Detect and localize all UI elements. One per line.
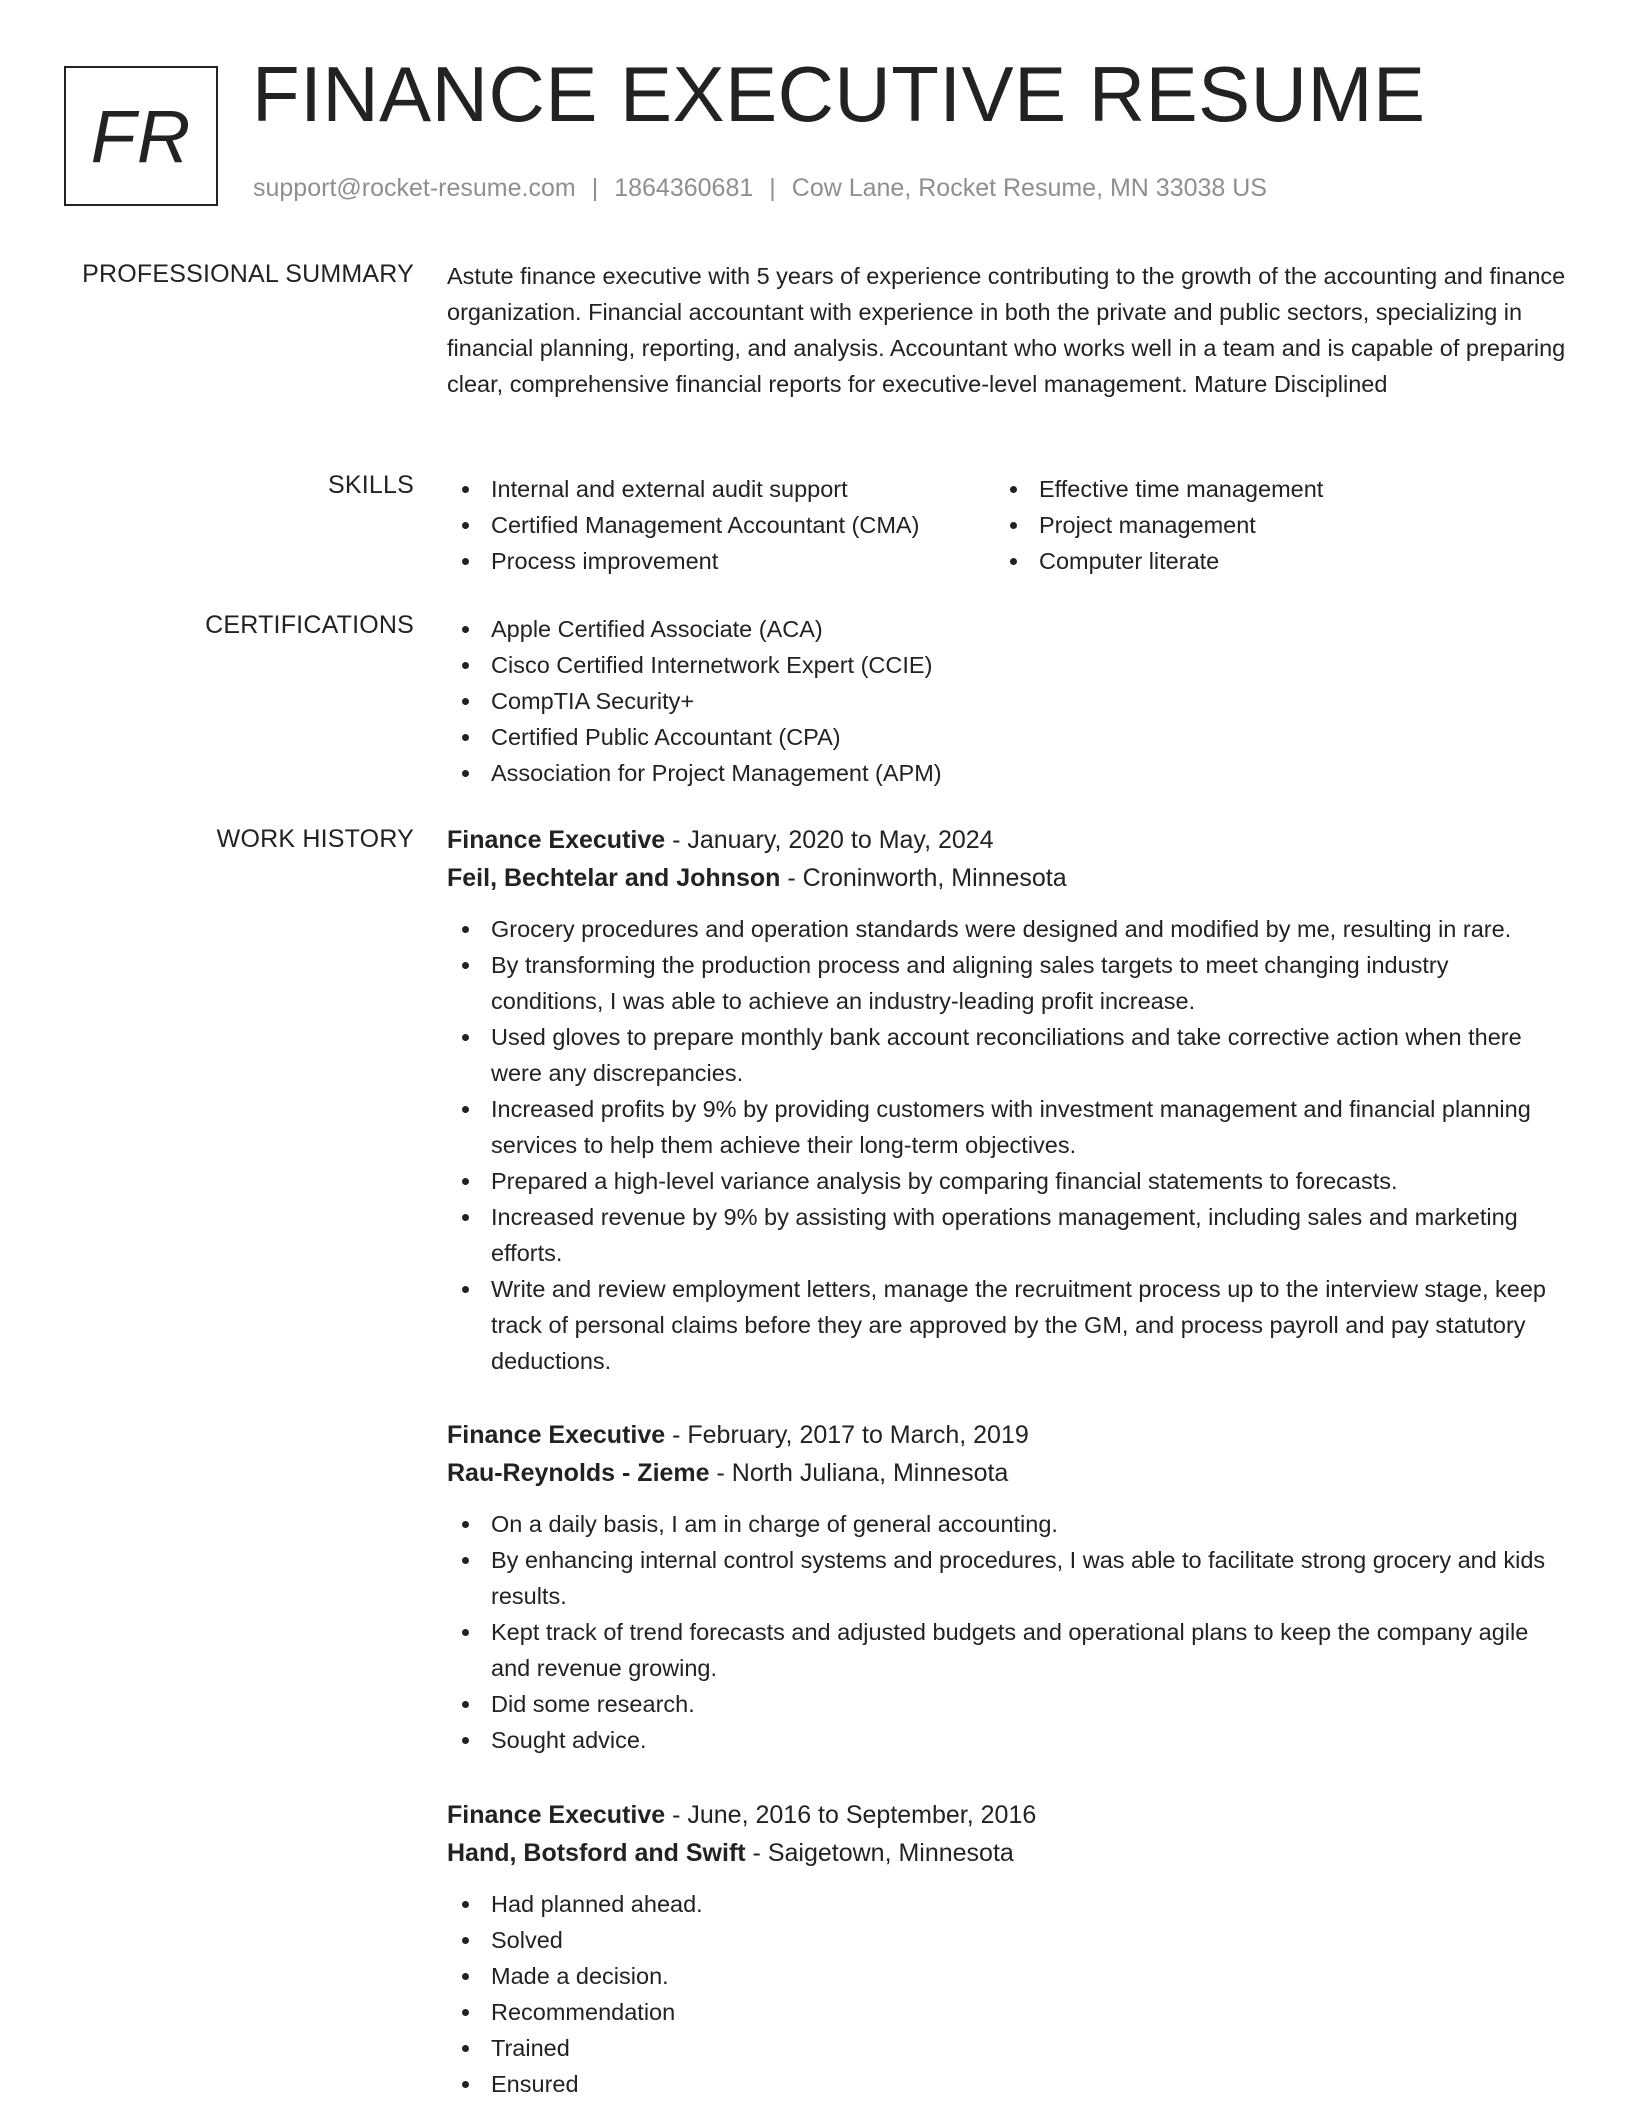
skills-column-2 xyxy=(995,471,1495,579)
certification-item: Association for Project Management (APM) xyxy=(447,755,1567,791)
job-company: Rau-Reynolds - Zieme xyxy=(447,1459,710,1487)
section-label-summary: PROFESSIONAL SUMMARY xyxy=(82,260,414,288)
job-bullet: Sought advice. xyxy=(447,1722,1567,1758)
job-title: Finance Executive xyxy=(447,826,666,854)
job-bullet: Recommendation xyxy=(447,1994,1567,2030)
job-bullet: On a daily basis, I am in charge of general accounting. xyxy=(447,1506,1567,1542)
job-entry xyxy=(447,1416,1567,1758)
skills-body xyxy=(447,471,1567,579)
job-bullet: Ensured xyxy=(447,2066,1567,2102)
certifications-list xyxy=(447,611,1567,791)
certification-item: Certified Public Accountant (CPA) xyxy=(447,719,1567,755)
job-bullet: Increased revenue by 9% by assisting with operations management, including sales and marketing efforts. xyxy=(447,1199,1567,1271)
contact-email: support@rocket-resume.com xyxy=(253,174,576,202)
job-bullet: Solved xyxy=(447,1922,1567,1958)
job-dates: - January, 2020 to May, 2024 xyxy=(665,826,994,854)
contact-separator: | xyxy=(769,174,776,202)
job-company: Feil, Bechtelar and Johnson xyxy=(447,864,781,892)
certification-item: Apple Certified Associate (ACA) xyxy=(447,611,1567,647)
contact-address: Cow Lane, Rocket Resume, MN 33038 US xyxy=(791,174,1267,202)
certification-item: CompTIA Security+ xyxy=(447,683,1567,719)
job-entry xyxy=(447,821,1567,1379)
skill-item: Computer literate xyxy=(995,543,1495,579)
job-bullets xyxy=(447,911,1567,1379)
job-bullet: Grocery procedures and operation standards were designed and modified by me, resulting in rare. xyxy=(447,911,1567,947)
job-bullet: Write and review employment letters, manage the recruitment process up to the interview stage, keep track of personal claims before they are approved by the GM, and process payroll and pay statutory deductions. xyxy=(447,1271,1567,1379)
job-title-line xyxy=(447,821,1567,859)
job-dates: - June, 2016 to September, 2016 xyxy=(665,1801,1037,1829)
job-bullet: Increased profits by 9% by providing customers with investment management and financial planning services to help them achieve their long-term objectives. xyxy=(447,1091,1567,1163)
skills-column-1 xyxy=(447,471,995,579)
job-location: - North Juliana, Minnesota xyxy=(709,1459,1009,1487)
job-title: Finance Executive xyxy=(447,1421,666,1449)
section-label-skills: SKILLS xyxy=(328,471,414,499)
job-company: Hand, Botsford and Swift xyxy=(447,1839,746,1867)
job-bullet: Had planned ahead. xyxy=(447,1886,1567,1922)
job-bullet: Used gloves to prepare monthly bank account reconciliations and take corrective action when there were any discrepancies. xyxy=(447,1019,1567,1091)
skill-item: Project management xyxy=(995,507,1495,543)
certification-item: Cisco Certified Internetwork Expert (CCIE) xyxy=(447,647,1567,683)
summary-text: Astute finance executive with 5 years of experience contributing to the growth of the accounting and finance organization. Financial accountant with experience in both the private and public sectors, specializing in financial planning, reporting, and analysis. Accountant who works well in a team and is capable of preparing clear, comprehensive financial reports for executive-level management. Mature Disciplined xyxy=(447,263,1566,397)
job-bullets xyxy=(447,1886,1567,2102)
resume-title: FINANCE EXECUTIVE RESUME xyxy=(252,50,1426,138)
job-company-line xyxy=(447,1834,1567,1872)
certifications-body xyxy=(447,611,1567,791)
skill-item: Effective time management xyxy=(995,471,1495,507)
job-bullet: Kept track of trend forecasts and adjusted budgets and operational plans to keep the company agile and revenue growing. xyxy=(447,1614,1567,1686)
job-bullet: Prepared a high-level variance analysis by comparing financial statements to forecasts. xyxy=(447,1163,1567,1199)
section-label-work-history: WORK HISTORY xyxy=(216,825,414,853)
job-title-line xyxy=(447,1796,1567,1834)
job-location: - Croninworth, Minnesota xyxy=(780,864,1067,892)
job-company-line xyxy=(447,1454,1567,1492)
job-location: - Saigetown, Minnesota xyxy=(745,1839,1014,1867)
job-bullets xyxy=(447,1506,1567,1758)
job-dates: - February, 2017 to March, 2019 xyxy=(665,1421,1029,1449)
section-label-certifications: CERTIFICATIONS xyxy=(205,611,414,639)
contact-phone: 1864360681 xyxy=(614,174,754,202)
skill-item: Certified Management Accountant (CMA) xyxy=(447,507,995,543)
job-bullet: Did some research. xyxy=(447,1686,1567,1722)
job-title-line xyxy=(447,1416,1567,1454)
contact-line xyxy=(253,174,1267,203)
job-bullet: Trained xyxy=(447,2030,1567,2066)
summary-body xyxy=(447,258,1567,402)
contact-separator: | xyxy=(591,174,599,202)
job-company-line xyxy=(447,859,1567,897)
job-entry xyxy=(447,1796,1567,2102)
job-title: Finance Executive xyxy=(447,1801,666,1829)
monogram-logo: FR xyxy=(64,66,218,206)
job-bullet: Made a decision. xyxy=(447,1958,1567,1994)
skill-item: Process improvement xyxy=(447,543,995,579)
skill-item: Internal and external audit support xyxy=(447,471,995,507)
job-bullet: By enhancing internal control systems and procedures, I was able to facilitate strong grocery and kids results. xyxy=(447,1542,1567,1614)
job-bullet: By transforming the production process and aligning sales targets to meet changing industry conditions, I was able to achieve an industry-leading profit increase. xyxy=(447,947,1567,1019)
